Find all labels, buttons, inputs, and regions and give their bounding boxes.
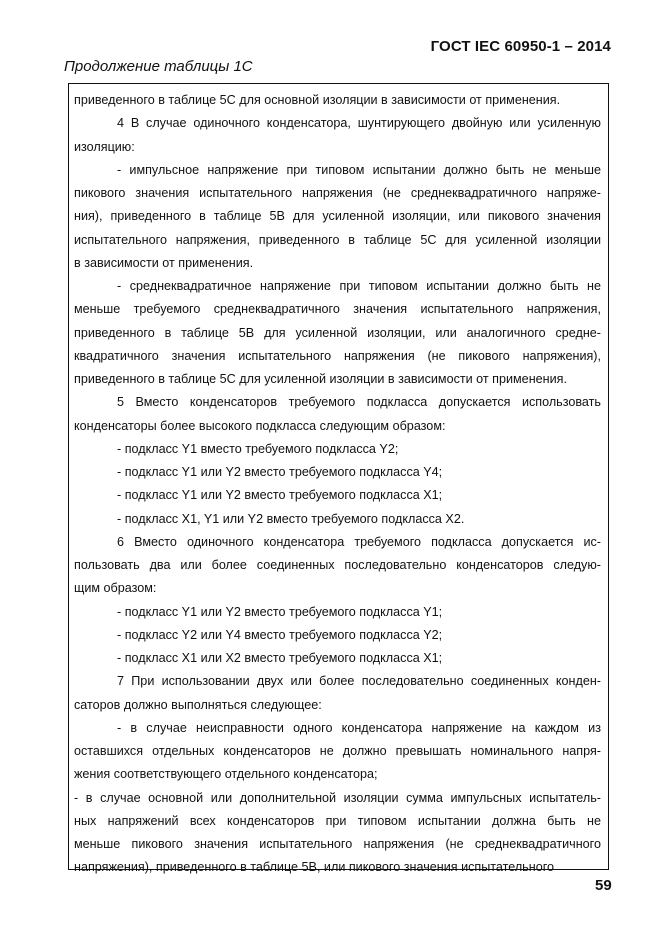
text-line: ния), приведенного в таблице 5В для усиленной изоляции, или пикового значения bbox=[74, 209, 601, 224]
text-line: - подкласс Y1 или Y2 вместо требуемого подкласса Y1; bbox=[117, 604, 443, 619]
text-line: щим образом: bbox=[74, 581, 157, 596]
text-line: саторов должно выполняться следующее: bbox=[74, 697, 322, 712]
text-line: - импульсное напряжение при типовом испытании должно быть не меньше bbox=[117, 162, 601, 177]
text-line: - подкласс Y2 или Y4 вместо требуемого подкласса Y2; bbox=[117, 627, 443, 642]
text-line: пользовать два или более соединенных последовательно конденсаторов следую- bbox=[74, 558, 601, 572]
text-line: приведенного в таблице 5С для основной изоляции в зависимости от применения. bbox=[74, 93, 561, 107]
text-line: 6 Вместо одиночного конденсатора требуемого подкласса допускается ис- bbox=[117, 534, 601, 549]
page-number: 59 bbox=[595, 877, 612, 894]
text-line: - подкласс Y1 вместо требуемого подкласса Y2; bbox=[117, 441, 399, 456]
text-line: приведенного в таблице 5С для усиленной изоляции в зависимости от применения. bbox=[74, 372, 567, 386]
text-line: испытательного напряжения, приведенного в таблице 5С для усиленной изоляции bbox=[74, 232, 601, 247]
text-line: изоляцию: bbox=[74, 139, 135, 154]
text-line: - подкласс Y1 или Y2 вместо требуемого подкласса X1; bbox=[117, 488, 443, 503]
text-line: 5 Вместо конденсаторов требуемого подкласса допускается использовать bbox=[117, 395, 601, 410]
text-line: - в случае основной или дополнительной изоляции сумма импульсных испытатель- bbox=[74, 790, 601, 805]
text-line: пикового значения испытательного напряжения (не среднеквадратичного напряже- bbox=[74, 186, 601, 200]
text-line: - подкласс Y1 или Y2 вместо требуемого подкласса Y4; bbox=[117, 465, 443, 479]
text-line: оставшихся отдельных конденсаторов не должно превышать номинального напря- bbox=[74, 744, 601, 758]
document-standard-code: ГОСТ IEC 60950-1 – 2014 bbox=[430, 38, 611, 55]
text-line: - в случае неисправности одного конденсатора напряжение на каждом из bbox=[117, 720, 601, 735]
text-line: напряжения), приведенного в таблице 5В, или пикового значения испытательного bbox=[74, 860, 555, 875]
text-line: конденсаторы более высокого подкласса следующим образом: bbox=[74, 418, 446, 433]
text-line: меньше пикового значения испытательного напряжения (не среднеквадратичного bbox=[74, 837, 601, 851]
text-line: - подкласс X1, Y1 или Y2 вместо требуемого подкласса X2. bbox=[117, 511, 465, 526]
text-line: - среднеквадратичное напряжение при типовом испытании должно быть не bbox=[117, 279, 601, 293]
table-caption: Продолжение таблицы 1С bbox=[64, 58, 253, 75]
table-text bbox=[69, 84, 608, 880]
text-line: - подкласс X1 или X2 вместо требуемого подкласса X1; bbox=[117, 651, 443, 665]
text-line: в зависимости от применения. bbox=[74, 255, 254, 270]
text-line: 7 При использовании двух или более последовательно соединенных конден- bbox=[117, 674, 601, 689]
text-line: 4 В случае одиночного конденсатора, шунтирующего двойную или усиленную bbox=[117, 116, 601, 131]
text-line: жения соответствующего отдельного конденсатора; bbox=[74, 767, 378, 782]
text-line: ных напряжений всех конденсаторов при типовом испытании должна быть не bbox=[74, 813, 601, 828]
text-line: приведенного в таблице 5В для усиленной изоляции, или аналогичного средне- bbox=[74, 325, 601, 340]
text-line: квадратичного значения испытательного напряжения (не пикового напряжения), bbox=[74, 348, 601, 363]
text-line: меньше требуемого среднеквадратичного значения испытательного напряжения, bbox=[74, 302, 601, 317]
table-cell bbox=[68, 83, 609, 875]
